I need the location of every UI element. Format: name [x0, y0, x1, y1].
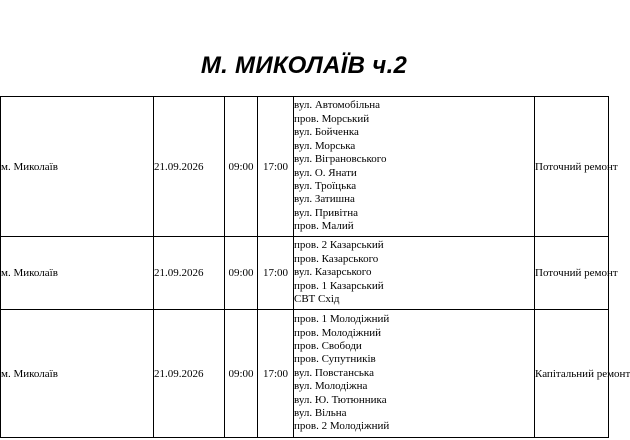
table-row [1, 97, 609, 237]
start-time-cell: 09:00 [225, 237, 258, 310]
street-item: пров. Малий [294, 220, 354, 233]
start-time-cell: 09:00 [225, 97, 258, 237]
street-item: пров. Супутників [294, 353, 376, 366]
streets-cell [294, 310, 535, 438]
table-row [1, 310, 609, 438]
street-item: СВТ Схід [294, 293, 340, 306]
outage-schedule-table [0, 96, 630, 438]
end-time-cell: 17:00 [258, 310, 294, 438]
end-time-cell: 17:00 [258, 237, 294, 310]
street-item: вул. Затишна [294, 193, 355, 206]
street-item: пров. Морський [294, 112, 370, 125]
street-item: вул. Бойченка [294, 126, 359, 139]
street-item: вул. Троїцька [294, 179, 357, 192]
street-item: пров. 1 Молодіжний [294, 313, 390, 326]
work-type-cell: Поточний ремонт [535, 237, 609, 310]
street-item: пров. Молодіжний [294, 326, 382, 339]
end-time-cell: 17:00 [258, 97, 294, 237]
street-item: вул. Казарського [294, 266, 372, 279]
city-cell: м. Миколаїв [1, 237, 154, 310]
street-item: пров. Свободи [294, 339, 362, 352]
street-item: вул. Морська [294, 139, 356, 152]
street-item: пров. 2 Казарський [294, 239, 384, 252]
street-item: пров. 1 Казарський [294, 279, 384, 292]
street-item: вул. Вільна [294, 407, 347, 420]
street-item: вул. Привітна [294, 206, 358, 219]
street-item: пров. Казарського [294, 252, 379, 265]
date-cell: 21.09.2026 [154, 97, 225, 237]
street-item: вул. Молодіжна [294, 380, 368, 393]
work-type-cell: Поточний ремонт [535, 97, 609, 237]
street-item: вул. О. Янати [294, 166, 357, 179]
date-cell: 21.09.2026 [154, 310, 225, 438]
work-type-cell: Капітальний ремонт [535, 310, 609, 438]
page-title: М. МИКОЛАЇВ ч.2 [200, 52, 408, 79]
city-cell: м. Миколаїв [1, 97, 154, 237]
start-time-cell: 09:00 [225, 310, 258, 438]
streets-cell [294, 237, 535, 310]
date-cell: 21.09.2026 [154, 237, 225, 310]
street-item: вул. Автомобільна [294, 99, 381, 112]
street-item: вул. Повстанська [294, 366, 374, 379]
table-row [1, 237, 609, 310]
streets-cell [294, 97, 535, 237]
street-item: вул. Ю. Тютюнника [294, 393, 387, 406]
city-cell: м. Миколаїв [1, 310, 154, 438]
street-item: пров. 2 Молодіжний [294, 420, 390, 433]
street-item: вул. Віграновського [294, 153, 387, 166]
